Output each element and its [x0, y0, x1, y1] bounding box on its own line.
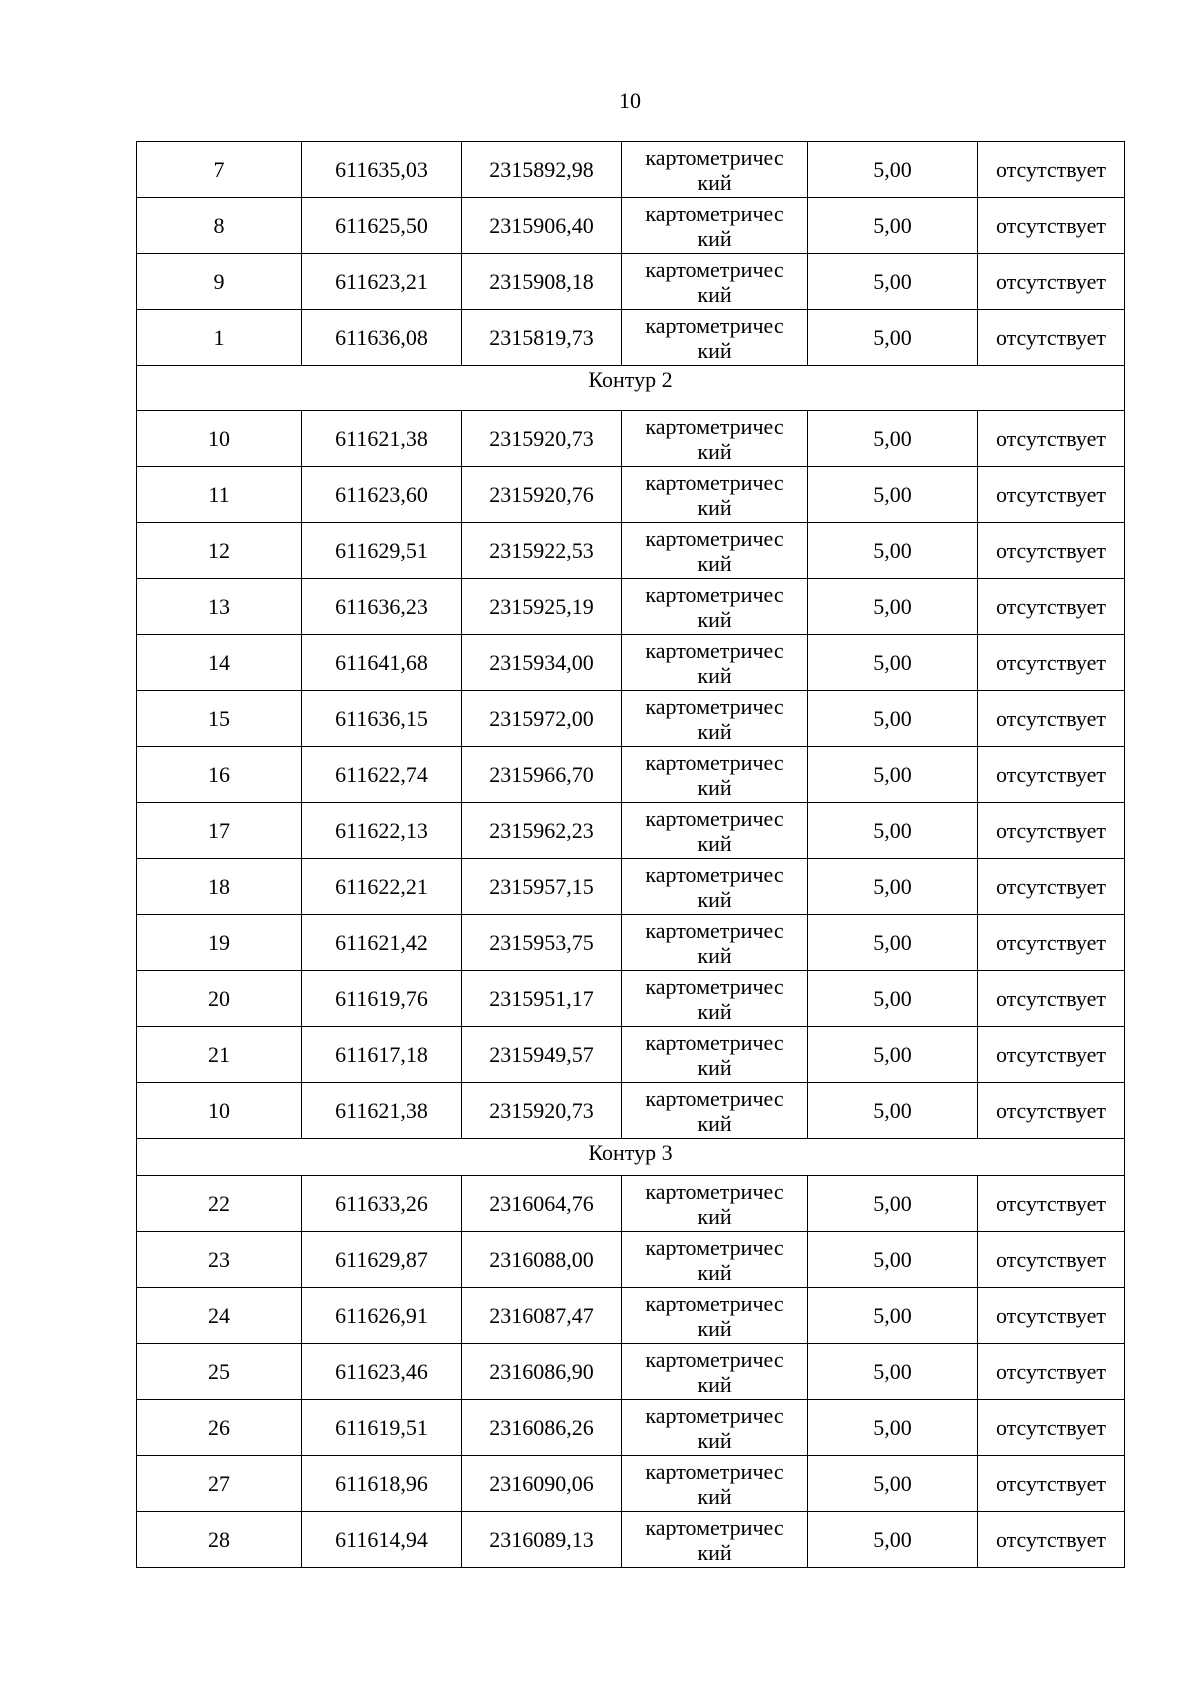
method-text-part: кий: [697, 1315, 732, 1341]
method-text-part: кий: [697, 718, 732, 744]
description-cell: отсутствует: [978, 971, 1125, 1027]
point-number-cell: 1: [137, 310, 302, 366]
accuracy-cell: 5,00: [808, 1512, 978, 1568]
table-row: [137, 803, 1125, 859]
y-coordinate-cell: 2316087,47: [462, 1288, 622, 1344]
y-coordinate-cell: 2315920,76: [462, 467, 622, 523]
method-cell: [622, 803, 808, 859]
point-number-cell: 20: [137, 971, 302, 1027]
x-coordinate-cell: 611619,51: [302, 1400, 462, 1456]
table-row: [137, 1344, 1125, 1400]
method-cell: [622, 254, 808, 310]
description-cell: отсутствует: [978, 635, 1125, 691]
x-coordinate-cell: 611621,42: [302, 915, 462, 971]
x-coordinate-cell: 611621,38: [302, 411, 462, 467]
method-cell: [622, 747, 808, 803]
method-text-part: кий: [697, 1427, 732, 1453]
x-coordinate-cell: 611614,94: [302, 1512, 462, 1568]
accuracy-cell: 5,00: [808, 1027, 978, 1083]
method-text-part: картометричес: [645, 973, 784, 999]
table-row: [137, 971, 1125, 1027]
method-text-part: картометричес: [645, 749, 784, 775]
y-coordinate-cell: 2315957,15: [462, 859, 622, 915]
description-cell: отсутствует: [978, 579, 1125, 635]
description-cell: отсутствует: [978, 1288, 1125, 1344]
point-number-cell: 12: [137, 523, 302, 579]
method-text-part: кий: [697, 606, 732, 632]
point-number-cell: 16: [137, 747, 302, 803]
section-label: Контур 2: [137, 366, 1125, 411]
table-row: [137, 1176, 1125, 1232]
method-text-part: кий: [697, 998, 732, 1024]
y-coordinate-cell: 2315920,73: [462, 411, 622, 467]
table-row: [137, 1027, 1125, 1083]
y-coordinate-cell: 2315962,23: [462, 803, 622, 859]
x-coordinate-cell: 611629,87: [302, 1232, 462, 1288]
point-number-cell: 14: [137, 635, 302, 691]
method-cell: [622, 635, 808, 691]
coordinates-table-body: [137, 142, 1125, 1568]
accuracy-cell: 5,00: [808, 142, 978, 198]
method-text-part: картометричес: [645, 861, 784, 887]
method-cell: [622, 310, 808, 366]
method-text-part: кий: [697, 169, 732, 195]
accuracy-cell: 5,00: [808, 1232, 978, 1288]
x-coordinate-cell: 611619,76: [302, 971, 462, 1027]
accuracy-cell: 5,00: [808, 467, 978, 523]
method-cell: [622, 142, 808, 198]
table-row: [137, 747, 1125, 803]
point-number-cell: 7: [137, 142, 302, 198]
page-number: 10: [619, 88, 641, 113]
method-text-part: кий: [697, 1054, 732, 1080]
description-cell: отсутствует: [978, 1232, 1125, 1288]
x-coordinate-cell: 611623,60: [302, 467, 462, 523]
method-cell: [622, 971, 808, 1027]
method-text-part: кий: [697, 1539, 732, 1565]
section-row: [137, 1139, 1125, 1176]
x-coordinate-cell: 611622,13: [302, 803, 462, 859]
point-number-cell: 26: [137, 1400, 302, 1456]
y-coordinate-cell: 2316090,06: [462, 1456, 622, 1512]
description-cell: отсутствует: [978, 1027, 1125, 1083]
point-number-cell: 19: [137, 915, 302, 971]
point-number-cell: 21: [137, 1027, 302, 1083]
method-text-part: картометричес: [645, 1402, 784, 1428]
x-coordinate-cell: 611636,23: [302, 579, 462, 635]
description-cell: отсутствует: [978, 467, 1125, 523]
x-coordinate-cell: 611623,46: [302, 1344, 462, 1400]
accuracy-cell: 5,00: [808, 691, 978, 747]
method-cell: [622, 198, 808, 254]
method-text-part: кий: [697, 830, 732, 856]
description-cell: отсутствует: [978, 1083, 1125, 1139]
y-coordinate-cell: 2316086,26: [462, 1400, 622, 1456]
accuracy-cell: 5,00: [808, 579, 978, 635]
method-text-part: картометричес: [645, 469, 784, 495]
method-text-part: картометричес: [645, 581, 784, 607]
table-row: [137, 1083, 1125, 1139]
x-coordinate-cell: 611621,38: [302, 1083, 462, 1139]
x-coordinate-cell: 611625,50: [302, 198, 462, 254]
method-text-part: картометричес: [645, 1085, 784, 1111]
y-coordinate-cell: 2315892,98: [462, 142, 622, 198]
table-row: [137, 691, 1125, 747]
point-number-cell: 25: [137, 1344, 302, 1400]
y-coordinate-cell: 2315908,18: [462, 254, 622, 310]
method-text-part: кий: [697, 1371, 732, 1397]
y-coordinate-cell: 2316064,76: [462, 1176, 622, 1232]
description-cell: отсутствует: [978, 310, 1125, 366]
method-text-part: кий: [697, 494, 732, 520]
description-cell: отсутствует: [978, 1344, 1125, 1400]
method-cell: [622, 1456, 808, 1512]
method-cell: [622, 579, 808, 635]
description-cell: отсутствует: [978, 747, 1125, 803]
method-text-part: картометричес: [645, 1290, 784, 1316]
description-cell: отсутствует: [978, 142, 1125, 198]
x-coordinate-cell: 611636,15: [302, 691, 462, 747]
method-text-part: картометричес: [645, 1234, 784, 1260]
x-coordinate-cell: 611626,91: [302, 1288, 462, 1344]
method-cell: [622, 1083, 808, 1139]
accuracy-cell: 5,00: [808, 803, 978, 859]
table-row: [137, 523, 1125, 579]
y-coordinate-cell: 2316089,13: [462, 1512, 622, 1568]
y-coordinate-cell: 2315920,73: [462, 1083, 622, 1139]
accuracy-cell: 5,00: [808, 1456, 978, 1512]
method-cell: [622, 411, 808, 467]
point-number-cell: 13: [137, 579, 302, 635]
accuracy-cell: 5,00: [808, 1400, 978, 1456]
method-text-part: кий: [697, 225, 732, 251]
method-text-part: картометричес: [645, 1029, 784, 1055]
y-coordinate-cell: 2315819,73: [462, 310, 622, 366]
y-coordinate-cell: 2315925,19: [462, 579, 622, 635]
method-text-part: картометричес: [645, 1458, 784, 1484]
table-row: [137, 635, 1125, 691]
y-coordinate-cell: 2315934,00: [462, 635, 622, 691]
accuracy-cell: 5,00: [808, 747, 978, 803]
accuracy-cell: 5,00: [808, 1344, 978, 1400]
point-number-cell: 15: [137, 691, 302, 747]
method-cell: [622, 467, 808, 523]
accuracy-cell: 5,00: [808, 310, 978, 366]
y-coordinate-cell: 2316086,90: [462, 1344, 622, 1400]
accuracy-cell: 5,00: [808, 1083, 978, 1139]
point-number-cell: 23: [137, 1232, 302, 1288]
description-cell: отсутствует: [978, 1400, 1125, 1456]
method-text-part: картометричес: [645, 1346, 784, 1372]
x-coordinate-cell: 611618,96: [302, 1456, 462, 1512]
table-row: [137, 579, 1125, 635]
accuracy-cell: 5,00: [808, 915, 978, 971]
accuracy-cell: 5,00: [808, 411, 978, 467]
method-text-part: кий: [697, 438, 732, 464]
table-row: [137, 411, 1125, 467]
description-cell: отсутствует: [978, 1176, 1125, 1232]
y-coordinate-cell: 2315966,70: [462, 747, 622, 803]
method-text-part: кий: [697, 550, 732, 576]
point-number-cell: 24: [137, 1288, 302, 1344]
point-number-cell: 10: [137, 411, 302, 467]
method-text-part: картометричес: [645, 312, 784, 338]
method-cell: [622, 1512, 808, 1568]
description-cell: отсутствует: [978, 691, 1125, 747]
description-cell: отсутствует: [978, 859, 1125, 915]
accuracy-cell: 5,00: [808, 198, 978, 254]
method-text-part: кий: [697, 1110, 732, 1136]
y-coordinate-cell: 2315953,75: [462, 915, 622, 971]
method-text-part: кий: [697, 886, 732, 912]
method-text-part: картометричес: [645, 917, 784, 943]
accuracy-cell: 5,00: [808, 523, 978, 579]
method-cell: [622, 1176, 808, 1232]
description-cell: отсутствует: [978, 198, 1125, 254]
accuracy-cell: 5,00: [808, 1288, 978, 1344]
method-text-part: кий: [697, 942, 732, 968]
method-cell: [622, 1027, 808, 1083]
table-row: [137, 310, 1125, 366]
table-row: [137, 467, 1125, 523]
method-text-part: картометричес: [645, 525, 784, 551]
section-row: [137, 366, 1125, 411]
method-cell: [622, 523, 808, 579]
table-row: [137, 1456, 1125, 1512]
description-cell: отсутствует: [978, 1512, 1125, 1568]
x-coordinate-cell: 611622,21: [302, 859, 462, 915]
y-coordinate-cell: 2315922,53: [462, 523, 622, 579]
accuracy-cell: 5,00: [808, 635, 978, 691]
method-text-part: картометричес: [645, 637, 784, 663]
y-coordinate-cell: 2315949,57: [462, 1027, 622, 1083]
x-coordinate-cell: 611633,26: [302, 1176, 462, 1232]
method-cell: [622, 859, 808, 915]
method-text-part: кий: [697, 1203, 732, 1229]
method-text-part: картометричес: [645, 1178, 784, 1204]
x-coordinate-cell: 611622,74: [302, 747, 462, 803]
table-row: [137, 198, 1125, 254]
method-cell: [622, 691, 808, 747]
method-text-part: картометричес: [645, 200, 784, 226]
table-row: [137, 1232, 1125, 1288]
x-coordinate-cell: 611623,21: [302, 254, 462, 310]
y-coordinate-cell: 2315951,17: [462, 971, 622, 1027]
accuracy-cell: 5,00: [808, 254, 978, 310]
method-cell: [622, 1232, 808, 1288]
point-number-cell: 27: [137, 1456, 302, 1512]
method-text-part: кий: [697, 1259, 732, 1285]
method-text-part: картометричес: [645, 413, 784, 439]
section-label: Контур 3: [137, 1139, 1125, 1176]
method-cell: [622, 915, 808, 971]
y-coordinate-cell: 2315906,40: [462, 198, 622, 254]
table-row: [137, 1512, 1125, 1568]
method-cell: [622, 1400, 808, 1456]
x-coordinate-cell: 611641,68: [302, 635, 462, 691]
method-text-part: кий: [697, 337, 732, 363]
point-number-cell: 9: [137, 254, 302, 310]
description-cell: отсутствует: [978, 915, 1125, 971]
x-coordinate-cell: 611636,08: [302, 310, 462, 366]
x-coordinate-cell: 611635,03: [302, 142, 462, 198]
table-row: [137, 859, 1125, 915]
point-number-cell: 8: [137, 198, 302, 254]
accuracy-cell: 5,00: [808, 1176, 978, 1232]
method-text-part: картометричес: [645, 805, 784, 831]
method-cell: [622, 1288, 808, 1344]
description-cell: отсутствует: [978, 254, 1125, 310]
point-number-cell: 18: [137, 859, 302, 915]
description-cell: отсутствует: [978, 1456, 1125, 1512]
method-text-part: картометричес: [645, 1514, 784, 1540]
table-row: [137, 1400, 1125, 1456]
description-cell: отсутствует: [978, 803, 1125, 859]
y-coordinate-cell: 2316088,00: [462, 1232, 622, 1288]
y-coordinate-cell: 2315972,00: [462, 691, 622, 747]
point-number-cell: 22: [137, 1176, 302, 1232]
point-number-cell: 28: [137, 1512, 302, 1568]
method-text-part: кий: [697, 281, 732, 307]
table-row: [137, 915, 1125, 971]
table-row: [137, 1288, 1125, 1344]
x-coordinate-cell: 611629,51: [302, 523, 462, 579]
method-text-part: картометричес: [645, 144, 784, 170]
description-cell: отсутствует: [978, 523, 1125, 579]
method-cell: [622, 1344, 808, 1400]
point-number-cell: 10: [137, 1083, 302, 1139]
method-text-part: кий: [697, 774, 732, 800]
coordinates-table: [136, 141, 1125, 1568]
point-number-cell: 17: [137, 803, 302, 859]
point-number-cell: 11: [137, 467, 302, 523]
method-text-part: кий: [697, 662, 732, 688]
accuracy-cell: 5,00: [808, 859, 978, 915]
method-text-part: кий: [697, 1483, 732, 1509]
method-text-part: картометричес: [645, 693, 784, 719]
table-row: [137, 254, 1125, 310]
method-text-part: картометричес: [645, 256, 784, 282]
table-row: [137, 142, 1125, 198]
x-coordinate-cell: 611617,18: [302, 1027, 462, 1083]
description-cell: отсутствует: [978, 411, 1125, 467]
accuracy-cell: 5,00: [808, 971, 978, 1027]
